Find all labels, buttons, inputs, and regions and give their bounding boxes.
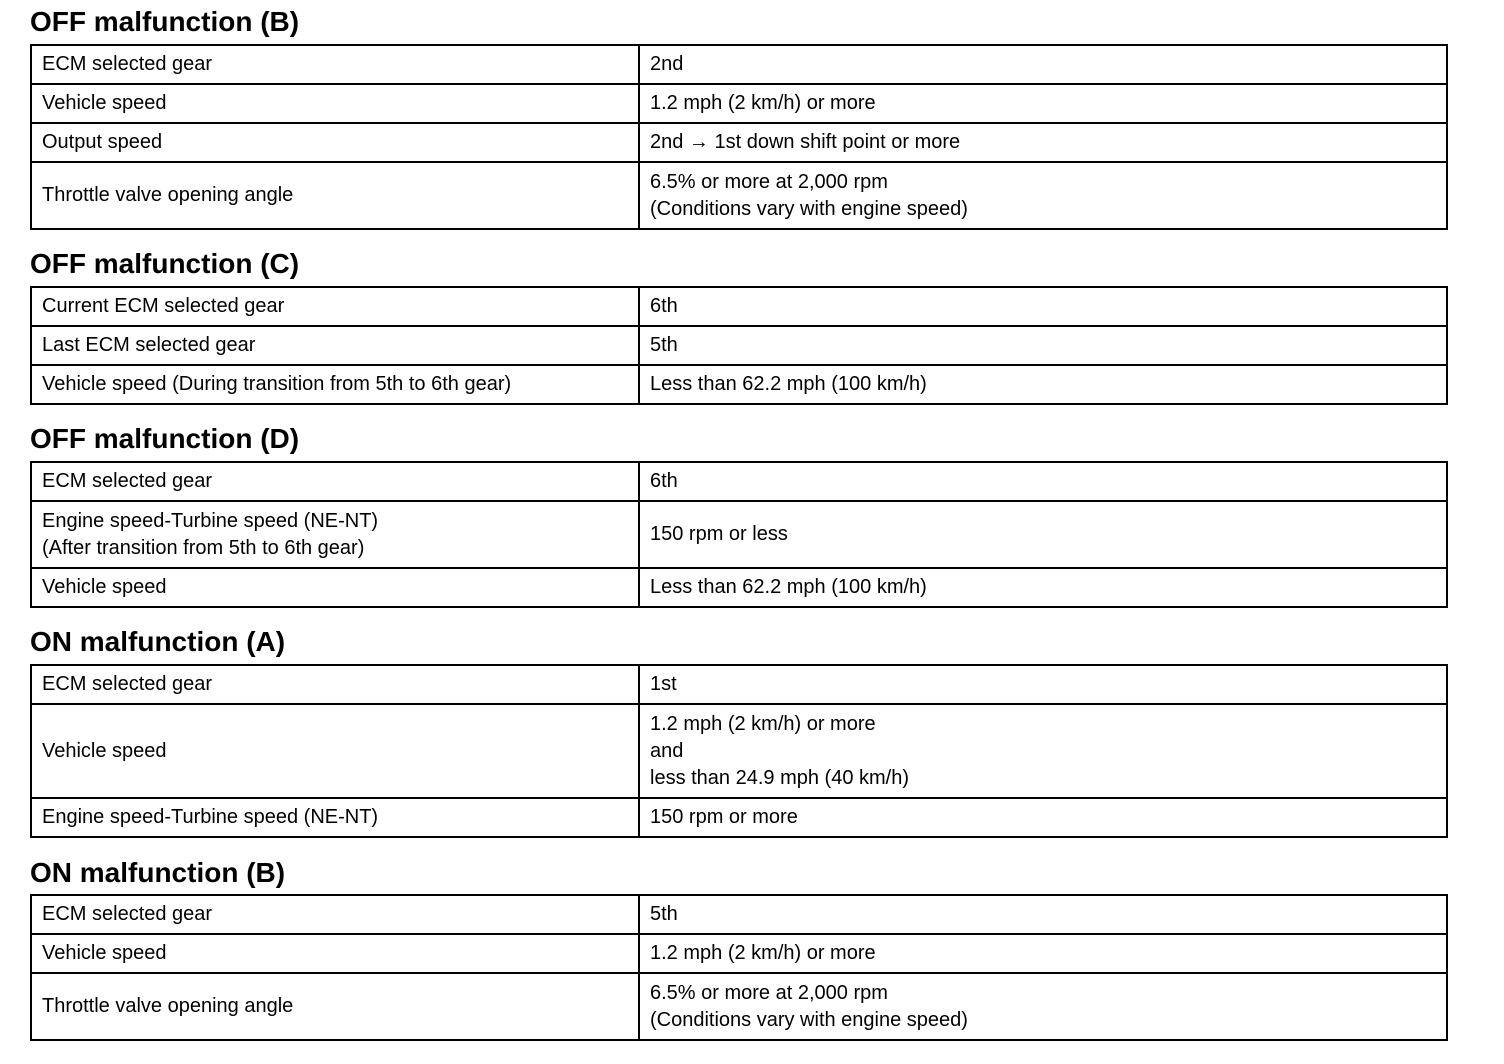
conditions-table [30, 44, 1448, 230]
conditions-table [30, 894, 1448, 1041]
section-title: OFF malfunction (D) [30, 423, 300, 454]
table-row [31, 462, 1447, 501]
section-title: OFF malfunction (B) [30, 6, 300, 37]
section-title: OFF malfunction (C) [30, 248, 300, 279]
condition-value: Less than 62.2 mph (100 km/h) [639, 365, 1447, 404]
table-row [31, 287, 1447, 326]
condition-value: 1st [639, 665, 1447, 704]
table-row [31, 45, 1447, 84]
condition-item: Current ECM selected gear [31, 287, 639, 326]
table-row [31, 973, 1447, 1040]
table-row [31, 704, 1447, 798]
condition-value: 2nd [639, 45, 1447, 84]
condition-value: 150 rpm or more [639, 798, 1447, 837]
table-row [31, 326, 1447, 365]
table-row [31, 934, 1447, 973]
table-row [31, 568, 1447, 607]
condition-item: Vehicle speed [31, 934, 639, 973]
condition-item: Throttle valve opening angle [31, 973, 639, 1040]
table-row [31, 895, 1447, 934]
condition-item: Vehicle speed [31, 704, 639, 798]
table-row [31, 162, 1447, 229]
section-title: ON malfunction (A) [30, 626, 286, 657]
table-row [31, 365, 1447, 404]
conditions-table [30, 664, 1448, 838]
condition-value: 6.5% or more at 2,000 rpm (Conditions vary with engine speed) [639, 973, 1447, 1040]
condition-value: 5th [639, 895, 1447, 934]
condition-item: Last ECM selected gear [31, 326, 639, 365]
condition-value: 5th [639, 326, 1447, 365]
condition-item: ECM selected gear [31, 895, 639, 934]
condition-value: 6.5% or more at 2,000 rpm (Conditions vary with engine speed) [639, 162, 1447, 229]
table-row [31, 123, 1447, 162]
condition-item: ECM selected gear [31, 462, 639, 501]
condition-value: 1.2 mph (2 km/h) or more and less than 24.9 mph (40 km/h) [639, 704, 1447, 798]
condition-item: ECM selected gear [31, 665, 639, 704]
condition-item: Engine speed-Turbine speed (NE-NT) [31, 798, 639, 837]
condition-value: 6th [639, 462, 1447, 501]
condition-item: Vehicle speed [31, 84, 639, 123]
condition-item: Throttle valve opening angle [31, 162, 639, 229]
condition-item: ECM selected gear [31, 45, 639, 84]
table-row [31, 84, 1447, 123]
table-row [31, 501, 1447, 568]
conditions-table [30, 286, 1448, 405]
condition-value: 6th [639, 287, 1447, 326]
condition-value: 2nd → 1st down shift point or more [639, 123, 1447, 162]
condition-item: Vehicle speed [31, 568, 639, 607]
section-title: ON malfunction (B) [30, 857, 286, 888]
table-row [31, 798, 1447, 837]
condition-value: 1.2 mph (2 km/h) or more [639, 84, 1447, 123]
condition-item: Vehicle speed (During transition from 5th to 6th gear) [31, 365, 639, 404]
condition-value: 1.2 mph (2 km/h) or more [639, 934, 1447, 973]
table-row [31, 665, 1447, 704]
condition-item: Output speed [31, 123, 639, 162]
condition-value: Less than 62.2 mph (100 km/h) [639, 568, 1447, 607]
condition-value: 150 rpm or less [639, 501, 1447, 568]
condition-item: Engine speed-Turbine speed (NE-NT) (After transition from 5th to 6th gear) [31, 501, 639, 568]
conditions-table [30, 461, 1448, 608]
